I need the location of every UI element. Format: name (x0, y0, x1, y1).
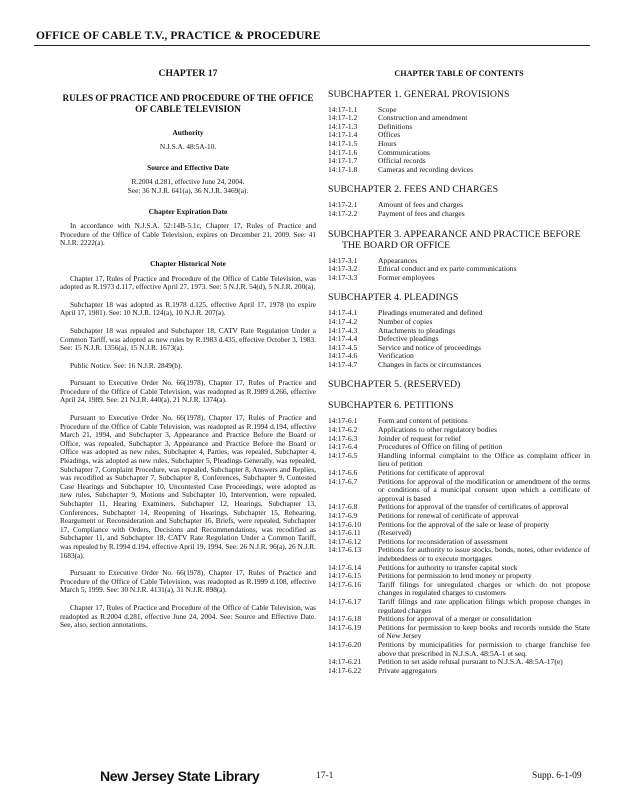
section-number: 14:17-6.12 (328, 536, 362, 546)
chapter-number: CHAPTER 17 (158, 68, 218, 79)
section-title: (Reserved) (378, 528, 412, 538)
section-title: Procedures of Office on filing of petition (378, 442, 503, 452)
section-number: 14:17-6.3 (328, 433, 358, 443)
source-heading: Source and Effective Date (147, 162, 229, 172)
toc-entry[interactable] (328, 309, 590, 318)
section-number: 14:17-6.1 (328, 416, 358, 426)
section-title: Offices (378, 130, 401, 140)
section-title: Petitions for approval of a merger or consolidation (378, 614, 532, 624)
section-number: 14:17-4.7 (328, 359, 358, 369)
subchapter-heading[interactable]: SUBCHAPTER 4. PLEADINGS (328, 292, 459, 304)
section-number: 14:17-6.8 (328, 502, 358, 512)
history-paragraph: Pursuant to Executive Order No. 66(1978), Chapter 17, Rules of Practice and Procedure of the Office of Cable Television, was readopted as R.1994 d.194, effective March 21, 1994, and Subchapter 3, Appearance and Practice Before the Board or Office, was repealed, Subchapter 3, Appearance and Practice Before the Board or Office was adopted as new rules, Subchapter 4, Parties, was repealed, Subchapter 4, Pleadings, was adopted as new rules, Subchapter 5, Pleadings Generally, was repealed, Subchapter 7, Complaint Procedure, was repealed, Subchapter 8, Answers and Replies, was recodified as Subchapter 7, Subchapter 8, Conferences, Subchapter 9, Contested Case Hearings and Subchapter 10, Uncontested Case Proceedings, were adopted as new rules, Subchapter 9, Motions and Subchapter 10, Intervention, were repealed, Subchapter 11, Hearing Examiners, Subchapter 12, Hearings, Subchapter 13, Conferences, Subchapter 14, Reopening of Hearings, Subchapter 15, Rehearing, Reargument or Reconsideration and Subchapter 16, Briefs, were repealed, Subchapter 17, Compliance with Orders, Decisions and Recommendations, was recodified as Subchapter 11, and Subchapter 18, CATV Rate Regulation Under a Common Tariff, was repealed by R.1994 d.194, effective April 19, 1994. See: 26 N.J.R. 96(a), 26 N.J.R. 1683(a). (60, 413, 316, 560)
section-title: Official records (378, 156, 426, 166)
section-number: 14:17-1.2 (328, 113, 358, 123)
toc-entry[interactable] (328, 318, 590, 327)
section-number: 14:17-3.2 (328, 264, 358, 274)
toc-entry[interactable] (328, 327, 590, 336)
toc-entry[interactable] (328, 274, 590, 283)
section-number: 14:17-4.6 (328, 351, 358, 361)
section-number: 14:17-6.17 (328, 596, 362, 606)
section-number: 14:17-6.10 (328, 519, 362, 529)
section-title: Attachments to pleadings (378, 325, 456, 335)
source-text (60, 178, 316, 195)
section-number: 14:17-6.6 (328, 468, 358, 478)
section-title: Former employees (378, 272, 435, 282)
history-paragraph: Subchapter 18 was repealed and Subchapter 18, CATV Rate Regulation Under a Common Tariff, was adopted as new rules by R.1983 d.435, effective October 3, 1983. See: 15 N.J.R. 1356(a), 15 N.J.R. 1673(a). (60, 325, 316, 353)
section-title: Petitions for authority to transfer capital stock (378, 562, 518, 572)
subchapter-heading[interactable]: SUBCHAPTER 3. APPEARANCE AND PRACTICE BEFORE THE BOARD OR OFFICE (328, 228, 581, 251)
subchapter-section-list (328, 201, 590, 218)
section-number: 14:17-6.2 (328, 425, 358, 435)
toc-entry[interactable] (328, 624, 590, 641)
section-title: Petitions for approval of the transfer of certificates of approval (378, 502, 569, 512)
section-title: Communications (378, 147, 430, 157)
section-title: Petitions for permission to lend money or property (378, 571, 532, 581)
subchapter-section-list (328, 106, 590, 175)
section-number: 14:17-4.1 (328, 308, 358, 318)
section-number: 14:17-6.16 (328, 579, 362, 589)
source-line: See: 36 N.J.R. 641(a), 36 N.J.R. 3469(a). (127, 185, 249, 195)
section-number: 14:17-6.5 (328, 450, 358, 460)
section-title: Verification (378, 351, 414, 361)
history-heading: Chapter Historical Note (150, 258, 226, 268)
toc-entry[interactable] (328, 123, 590, 132)
section-title: Service and notice of proceedings (378, 342, 481, 352)
section-number: 14:17-1.4 (328, 130, 358, 140)
section-title: Number of copies (378, 316, 433, 326)
toc-entry[interactable] (328, 131, 590, 140)
section-number: 14:17-6.20 (328, 639, 362, 649)
chapter-table-of-contents (328, 70, 590, 685)
subchapter-heading[interactable]: SUBCHAPTER 1. GENERAL PROVISIONS (328, 88, 510, 100)
toc-entry[interactable] (328, 521, 590, 530)
section-number: 14:17-4.5 (328, 342, 358, 352)
section-number: 14:17-2.2 (328, 208, 358, 218)
toc-entry[interactable] (328, 361, 590, 370)
section-title: Pleadings enumerated and defined (378, 308, 483, 318)
history-paragraph: Chapter 17, Rules of Practice and Procedure of the Office of Cable Television, was readopted as R.2004 d.281, effective June 24, 2004. See: Source and Effective Date. See, also, section annotations. (60, 602, 316, 630)
subchapter-section-list (328, 417, 590, 675)
section-title: Petitions for the approval of the sale or lease of property (378, 519, 550, 529)
section-number: 14:17-1.8 (328, 164, 358, 174)
history-paragraph: Public Notice. See: 16 N.J.R. 2849(b). (70, 360, 183, 370)
toc-entry[interactable] (328, 210, 590, 219)
section-number: 14:17-6.18 (328, 614, 362, 624)
section-title: Appearances (378, 255, 418, 265)
section-number: 14:17-6.15 (328, 571, 362, 581)
section-title: Applications to other regulatory bodies (378, 425, 497, 435)
toc-body (328, 89, 590, 676)
section-number: 14:17-6.7 (328, 476, 358, 486)
subchapter-heading[interactable]: SUBCHAPTER 6. PETITIONS (328, 400, 454, 412)
toc-heading: CHAPTER TABLE OF CONTENTS (394, 69, 524, 78)
section-number: 14:17-1.6 (328, 147, 358, 157)
section-title: Changes in facts or circumstances (378, 359, 482, 369)
section-number: 14:17-6.21 (328, 657, 362, 667)
section-title: Petitions for renewal of certificate of approval (378, 511, 519, 520)
source-line: R.2004 d.281, effective June 24, 2004. (131, 177, 245, 187)
toc-entry[interactable] (328, 598, 590, 615)
section-number: 14:17-4.4 (328, 334, 358, 344)
authority-heading: Authority (172, 127, 204, 137)
section-title: Petitions for permission to keep books and records outside the State of New Jersey (378, 622, 590, 641)
subchapter-heading[interactable]: SUBCHAPTER 5. (RESERVED) (328, 379, 461, 391)
section-title: Construction and amendment (378, 113, 468, 123)
subchapter-section-list (328, 309, 590, 369)
toc-entry[interactable] (328, 114, 590, 123)
section-number: 14:17-1.1 (328, 104, 358, 114)
section-title: Hours (378, 138, 397, 148)
section-number: 14:17-6.9 (328, 511, 358, 520)
subchapter-heading[interactable]: SUBCHAPTER 2. FEES AND CHARGES (328, 184, 499, 196)
section-title: Joinder of request for relief (378, 433, 462, 443)
toc-entry[interactable] (328, 140, 590, 149)
toc-entry[interactable] (328, 658, 590, 667)
section-number: 14:17-1.5 (328, 138, 358, 148)
section-title: Petition to set aside refusal pursuant to N.J.S.A. 48:5A-17(e) (378, 657, 563, 667)
authority-text: N.J.S.A. 48:5A-10. (159, 142, 217, 152)
section-title: Cameras and recording devices (378, 164, 474, 174)
toc-entry[interactable] (328, 265, 590, 274)
section-title: Tariff filings for unregulated charges or which do not propose changes in regulated charges to customers (378, 579, 590, 598)
history-paragraph: Pursuant to Executive Order No. 66(1978), Chapter 17, Rules of Practice and Procedure of the Office of Cable Television, was readopted as R.1989 d.266, effective April 24, 1989. See: 21 N.J.R. 440(a), 21 N.J.R. 1374(a). (60, 378, 316, 405)
section-title: Definitions (378, 121, 413, 131)
section-title: Petitions for reconsideration of assessment (378, 536, 508, 546)
running-header: OFFICE OF CABLE T.V., PRACTICE & PROCEDURE (36, 30, 321, 42)
section-number: 14:17-6.13 (328, 545, 362, 555)
history-notes (60, 275, 316, 630)
expiration-text: In accordance with N.J.S.A. 52:14B-5.1c, Chapter 17, Rules of Practice and Procedure of the Office of Cable Television, expires on December 21, 2009. See: 41 N.J.R. 2222(a). (60, 221, 316, 248)
section-title: Handling informal complaint to the Office as complaint officer in lieu of petition (378, 450, 590, 469)
page-number: 17-1 (316, 771, 334, 781)
library-watermark: New Jersey State Library (100, 768, 260, 784)
section-title: Petitions for authority to issue stocks, bonds, notes, other evidence of indebtedness or to execute mortgages (378, 545, 590, 563)
toc-entry[interactable] (328, 149, 590, 158)
chapter-front-matter (60, 70, 316, 639)
toc-entry[interactable] (328, 452, 590, 469)
history-paragraph: Pursuant to Executive Order No. 66(1978), Chapter 17, Rules of Practice and Procedure of the Office of Cable Television, was readopted as R.1999 d.108, effective March 5, 1999. See: 30 N.J.R. 4131(a), 31 N.J.R. 898(a). (60, 568, 316, 595)
toc-entry[interactable] (328, 478, 590, 504)
section-title: Petitions by municipalities for permission to charge franchise fee above that prescribed in N.J.S.A. 48:5A-1 et seq. (378, 639, 590, 658)
section-number: 14:17-1.7 (328, 156, 358, 166)
section-number: 14:17-6.11 (328, 528, 361, 538)
section-number: 14:17-6.14 (328, 562, 362, 572)
section-number: 14:17-4.3 (328, 325, 358, 335)
section-number: 14:17-6.19 (328, 622, 362, 632)
section-number: 14:17-4.2 (328, 316, 358, 326)
toc-entry[interactable] (328, 344, 590, 353)
supplement-date: Supp. 6-1-09 (532, 771, 582, 781)
section-number: 14:17-6.22 (328, 665, 362, 675)
expiration-heading: Chapter Expiration Date (148, 206, 228, 216)
toc-entry[interactable] (328, 546, 590, 563)
chapter-title: RULES OF PRACTICE AND PROCEDURE OF THE OFFICE OF CABLE TELEVISION (62, 92, 314, 114)
section-title: Ethical conduct and ex parte communications (378, 264, 517, 274)
section-number: 14:17-3.1 (328, 255, 358, 265)
section-title: Private aggregators (378, 665, 437, 675)
section-number: 14:17-1.3 (328, 121, 358, 131)
header-rule (34, 45, 590, 46)
toc-entry[interactable] (328, 641, 590, 658)
section-number: 14:17-2.1 (328, 200, 358, 210)
section-title: Defective pleadings (378, 334, 439, 344)
history-paragraph: Chapter 17, Rules of Practice and Procedure of the Office of Cable Television, was adopted as R.1973 d.117, effective April 27, 1973. See: 5 N.J.R. 54(d), 5 N.J.R. 200(a). (60, 273, 316, 292)
section-title: Petitions for certificate of approval (378, 468, 485, 478)
history-paragraph: Subchapter 18 was adopted as R.1978 d.125, effective April 17, 1978 (to expire April 17, 1981). See: 10 N.J.R. 124(a), 10 N.J.R. 207(a). (60, 299, 316, 318)
toc-entry[interactable] (328, 166, 590, 175)
subchapter-section-list (328, 257, 590, 283)
section-title: Petitions for approval of the modification or amendment of the terms or conditions of a municipal consent upon which a certificate of approval is based (378, 476, 590, 503)
section-title: Payment of fees and charges (378, 208, 465, 218)
section-title: Amount of fees and charges (378, 200, 464, 210)
section-title: Tariff filings and rate application filings which propose changes in regulated charges (378, 596, 590, 615)
toc-entry[interactable] (328, 581, 590, 598)
section-title: Form and content of petitions (378, 416, 468, 426)
section-number: 14:17-6.4 (328, 442, 358, 452)
section-title: Scope (378, 104, 397, 114)
toc-entry[interactable] (328, 667, 590, 676)
section-number: 14:17-3.3 (328, 272, 358, 282)
